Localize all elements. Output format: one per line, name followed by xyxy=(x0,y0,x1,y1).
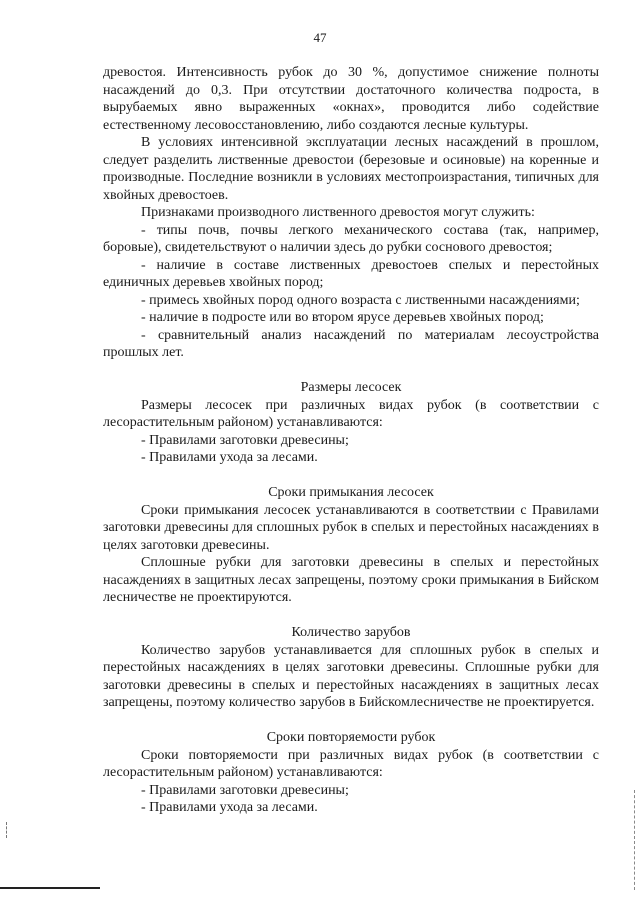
page-number: 47 xyxy=(313,30,327,45)
list-item: - Правилами заготовки древесины; xyxy=(141,782,349,798)
paragraph: древостоя. Интенсивность рубок до 30 %, допустимое снижение полноты насаждений до 0,3. При отсутствии достаточного количества подроста, в вырубаемых явно выраженных «окнах», проводится либо содействие естественному лесовосстановлению, либо создаются лесные культуры. xyxy=(103,65,599,133)
paragraph: Сплошные рубки для заготовки древесины в спелых и перестойных насаждениях в защитных лесах запрещены, поэтому сроки примыкания в Бийском лесничестве не проектируются. xyxy=(103,555,599,605)
list-item: - наличие в составе лиственных древостоев спелых и перестойных единичных деревьев хвойных пород; xyxy=(103,257,599,290)
list-item: - Правилами ухода за лесами. xyxy=(141,450,318,465)
section-heading: Количество зарубов xyxy=(291,625,411,640)
paragraph: Сроки повторяемости при различных видах рубок (в соответствии с лесорастительным районом) устанавливаются: xyxy=(103,747,599,780)
document-body xyxy=(103,64,599,817)
paragraph: Признаками производного лиственного древостоя могут служить: xyxy=(141,205,535,220)
list-item: - примесь хвойных пород одного возраста с лиственными насаждениями; xyxy=(141,292,580,308)
paragraph: В условиях интенсивной эксплуатации лесных насаждений в прошлом, следует разделить лиственные древостои (березовые и осиновые) на коренные и производные. Последние возникли в условиях местопроизрастания, типичных для хвойных древостоев. xyxy=(103,135,599,203)
list-item: - Правилами ухода за лесами. xyxy=(141,800,318,815)
paragraph: Размеры лесосек при различных видах рубок (в соответствии с лесорастительным районом) устанавливаются: xyxy=(103,397,599,430)
section-heading: Сроки повторяемости рубок xyxy=(266,730,436,745)
scan-margin-mark xyxy=(634,790,636,890)
list-item: - типы почв, почвы легкого механического состава (так, например, боровые), свидетельствуют о наличии здесь до рубки соснового древостоя; xyxy=(103,222,599,255)
list-item: - Правилами заготовки древесины; xyxy=(141,432,349,448)
list-item: - наличие в подросте или во втором ярусе деревьев хвойных пород; xyxy=(141,310,544,325)
section-heading: Сроки примыкания лесосек xyxy=(268,485,434,500)
scan-margin-mark xyxy=(6,822,8,838)
paragraph: Сроки примыкания лесосек устанавливаются в соответствии с Правилами заготовки древесины для сплошных рубок в спелых и перестойных насаждениях в целях заготовки древесины. xyxy=(103,502,599,553)
footnote-rule xyxy=(0,887,100,889)
list-item: - сравнительный анализ насаждений по материалам лесоустройства прошлых лет. xyxy=(103,327,599,360)
section-heading: Размеры лесосек xyxy=(300,380,402,395)
paragraph: Количество зарубов устанавливается для сплошных рубок в спелых и перестойных насаждениях в целях заготовки древесины. Сплошные рубки для заготовки древесины в спелых и перестойных насаждениях в защитных лесах запрещены, поэтому количество зарубов в Бийскомлесничестве не проектируется. xyxy=(103,642,599,710)
